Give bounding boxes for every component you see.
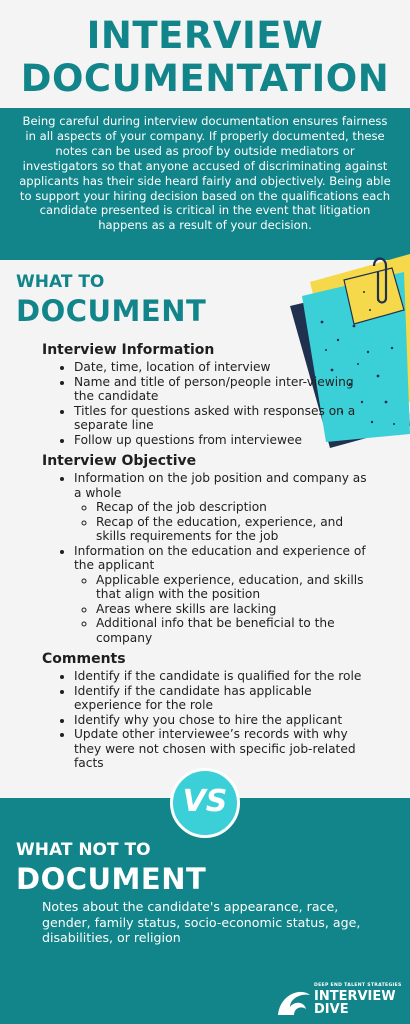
logo-name-line-2: DIVE (314, 1002, 349, 1017)
list-item-text: Update other interviewee’s records with why they were not chosen with specific job-related facts (74, 727, 356, 770)
list-item (74, 684, 372, 713)
section-heading: Interview Information (42, 342, 215, 358)
bullet-list (42, 471, 372, 645)
what-to-heading-big: DOCUMENT (16, 294, 207, 328)
what-not-text: Notes about the candidate's appearance, race, gender, family status, socio-economic status, age, disabilities, or religion (42, 899, 361, 945)
vs-badge: VS (170, 768, 240, 838)
section-heading: Interview Objective (42, 453, 197, 469)
list-item (74, 433, 372, 448)
list-item-text: Information on the job position and company as a whole (74, 471, 367, 500)
sub-list-item: ◦ Areas where skills are lacking (96, 602, 372, 617)
logo-tagline: DEEP END TALENT STRATEGIES (314, 983, 402, 988)
logo-name-line-1: INTERVIEW (314, 989, 396, 1004)
list-item-text: Information on the education and experience of the applicant (74, 543, 366, 572)
list-item (74, 360, 372, 375)
list-item-text: Name and title of person/people inter-viewing the candidate (74, 374, 354, 403)
list-item (74, 713, 372, 728)
bullet-list (42, 360, 372, 447)
section-heading: Comments (42, 651, 126, 667)
bullet-list (42, 669, 372, 771)
list-item (74, 404, 372, 433)
list-item (74, 669, 372, 684)
list-item (74, 544, 372, 646)
list-item-text: Identify if the candidate is qualified for the role (74, 669, 362, 683)
page-title (0, 14, 410, 100)
intro-text: Being careful during interview documentation ensures fairness in all aspects of your company. If properly documented, these notes can be used as proof by outside mediators or investigators so that anyone accused of discriminating against applicants has their side heard fairly and objectively. Being able to support your hiring decision based on the qualifications each candidate presented is critical in the event that litigation happens as a result of your decision. (19, 114, 391, 233)
list-item (74, 375, 372, 404)
title-line-2: DOCUMENTATION (20, 57, 390, 100)
list-item-text: Date, time, location of interview (74, 360, 271, 374)
what-not-heading-small: WHAT NOT TO (16, 840, 151, 860)
sub-bullet-list (74, 573, 372, 646)
intro-panel (0, 108, 410, 260)
brand-logo (276, 983, 406, 1019)
list-item (74, 471, 372, 544)
what-to-document-list (42, 340, 372, 775)
sub-list-item: ◦ Additional info that be beneficial to the company (96, 616, 372, 645)
what-not-heading-big: DOCUMENT (16, 862, 207, 896)
wave-logo-icon (276, 985, 312, 1017)
sub-list-item: ◦ Recap of the education, experience, and skills requirements for the job (96, 515, 372, 544)
list-item (74, 727, 372, 771)
sub-bullet-list (74, 500, 372, 544)
sub-list-item: ◦ Recap of the job description (96, 500, 372, 515)
list-item-text: Identify if the candidate has applicable experience for the role (74, 683, 312, 712)
logo-name (314, 990, 396, 1016)
list-item-text: Follow up questions from interviewee (74, 432, 303, 447)
sub-list-item: ◦ Applicable experience, education, and skills that align with the position (96, 573, 372, 602)
list-item-text: Titles for questions asked with responses on a separate line (74, 403, 356, 432)
list-item-text: Identify why you chose to hire the applicant (74, 712, 343, 727)
what-to-heading-small: WHAT TO (16, 272, 105, 292)
title-line-1: INTERVIEW (86, 14, 324, 57)
